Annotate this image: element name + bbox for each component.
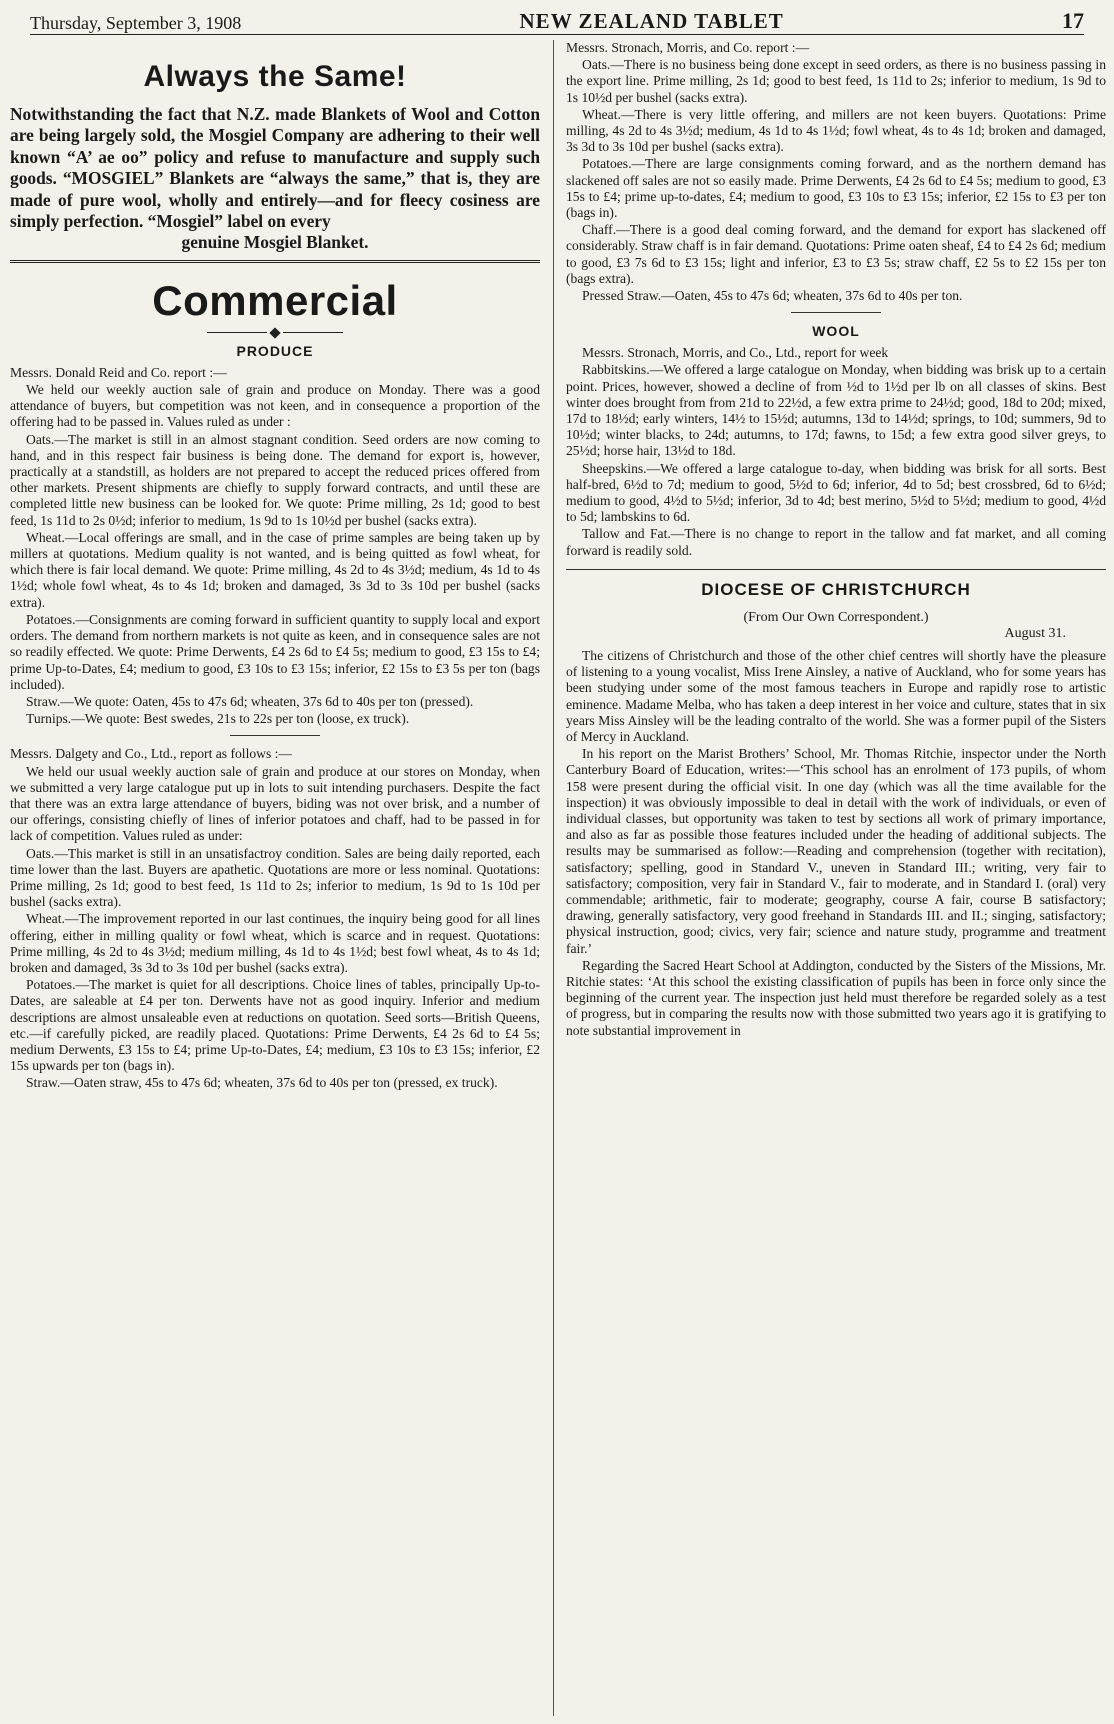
diocese-heading: DIOCESE OF CHRISTCHURCH: [701, 579, 971, 599]
ornament-rule: [10, 329, 540, 337]
left-column: [10, 40, 540, 1718]
diocese-paragraph: In his report on the Marist Brothers’ School, Mr. Thomas Ritchie, inspector under the North Canterbury Board of Education, writes:—‘This school has an enrolment of 173 pupils, of whom 158 were present during the official visit. In one day (which was all the time available for the inspection) it was obviously impossible to deal in detail with the work of individuals, or even of individual classes, but opportunity was taken to test by sections all work of primary importance, and also as far as possible those features included under the heading of additional subjects. The results may be summarised as follow:—Reading and comprehension (together with recitation), satisfactory; spelling, good in Standard V., uneven in Standard III.; writing, very fair to satisfactory; composition, very fair in Standard V., fair to moderate, and in Standard I. (oral) very commendable; arithmetic, fair to moderate; geography, course A fair, course B satisfactory; drawing, generally satisfactory, very good freehand in Standards III. and II.; singing, satisfactory; physical instruction, good; civics, very fair; science and nature study, programme and treatment fair.’: [566, 746, 1106, 956]
dalgety-paragraph: We held our usual weekly auction sale of grain and produce at our stores on Monday, when we submitted a very large catalogue put up in lots to suit intending purchasers. Despite the fact that there was an extra large attendance of buyers, biding was not over brisk, and a number of our offerings, consisting chiefly of lines of inferior potatoes and chaff, had to be passed in for lack of competition. Values ruled as under:: [10, 763, 540, 844]
header-date: Thursday, September 3, 1908: [30, 13, 242, 33]
reid-wheat: Wheat.—Local offerings are small, and in the case of prime samples are being taken up by millers at quotations. Medium quality is not wanted, and is being quitted as fowl wheat, for which there is fair local demand. We quote: Prime milling, 4s 2d to 4s 3½d; medium, 4s 1d to 4s 1½d; whole fowl wheat, 4s to 4s 1d; broken and damaged, 3s 3d to 3s 10d per bushel (sacks extra).: [10, 529, 540, 610]
page-header: [30, 10, 1084, 35]
reid-oats: Oats.—The market is still in an almost stagnant condition. Seed orders are now coming to hand, and in this respect fair business is being done. The demand for export is, however, practically at a standstill, as holders are not prepared to accept the reduced prices offered from other markets. Present shipments are chiefly to supply forward contracts, and until these are completed little new business can be looked for. We quote: Prime milling, 2s 1d; good to best feed, 1s 11d to 2s 0½d; inferior to medium, 1s 9d to 1s 10½d per bushel (sacks extra).: [10, 431, 540, 528]
stronach-oats: Oats.—There is no business being done except in seed orders, as there is no business passing in the export line. Prime milling, 2s 1d; good to best feed, 1s 11d to 2s; inferior to medium, 1s 9d to 1s 10½d per bushel (sacks extra).: [566, 57, 1106, 105]
reid-intro: Messrs. Donald Reid and Co. report :—: [10, 364, 227, 380]
reid-turnips: Turnips.—We quote: Best swedes, 21s to 22s per ton (loose, ex truck).: [26, 711, 410, 727]
dalgety-straw: Straw.—Oaten straw, 45s to 47s 6d; wheaten, 37s 6d to 40s per ton (pressed, ex truck).: [26, 1075, 498, 1091]
dalgety-potatoes: Potatoes.—The market is quiet for all descriptions. Choice lines of tables, principally Up-to-Dates, are saleable at £4 per ton. Derwents have not as good inquiry. Inferior and medium descriptions are almost unsaleable even at reductions on quotation. Seed sorts—British Queens, etc.—if carefully picked, are readily placed. Quotations: Prime Derwents, £4 2s 6d to £4 5s; medium Derwents, £3 15s to £4; prime Up-to-Dates, £4; medium, £3 10s to £3 15s; inferior, £2 15s upwards per ton (bags in).: [10, 977, 540, 1074]
wool-tallow: Tallow and Fat.—There is no change to report in the tallow and fat market, and all coming forward is readily sold.: [566, 526, 1106, 558]
stronach-potatoes: Potatoes.—There are large consignments coming forward, and as the northern demand has slackened off sales are not so easily made. Prime Derwents, £4 2s 6d to £4 5s; medium to good, £3 15s to £4; prime up-to-dates, £4; medium to good, £3 10s to £3 15s; inferior, £2 15s to £3 per ton (bags in).: [566, 156, 1106, 221]
reid-straw: Straw.—We quote: Oaten, 45s to 47s 6d; wheaten, 37s 6d to 40s per ton (pressed).: [26, 693, 474, 709]
wool-rabbitskins: Rabbitskins.—We offered a large catalogue on Monday, when bidding was brisk up to a certain point. Prices, however, showed a decline of from ½d to 1½d per lb on all classes of skins. Best winter does brought from from 21d to 22½d, a few extra prime to 24½d; good, 18d to 20d; mixed, 17d to 18½d; early winters, 14½ to 15½d; autumns, 13d to 14½d; springs, to 10d; summers, 9d to 10½d; winter blacks, to 24d; autumns, to 17d; fawns, to 15d; a few extra good silver greys, to 25½d; horse hair, 13½d to 18d.: [566, 362, 1106, 459]
stronach-wheat: Wheat.—There is very little offering, and millers are not keen buyers. Quotations: Prime milling, 4s 2d to 4s 3½d; medium, 4s 1d to 4s 1½d; fowl wheat, 4s to 4s 1d; broken and damaged, 3s 3d to 3s 10d per bushel (sacks extra).: [566, 106, 1106, 155]
advert-title: Always the Same!: [143, 60, 407, 93]
produce-heading: PRODUCE: [236, 342, 314, 359]
stronach-intro: Messrs. Stronach, Morris, and Co. report :—: [566, 40, 810, 55]
page-number: 17: [1061, 8, 1084, 33]
diocese-paragraph: The citizens of Christchurch and those of the other chief centres will shortly have the pleasure of listening to a young vocalist, Miss Irene Ainsley, a native of Auckland, who for some years has been studying under some of the most famous teachers in Europe and rapidly rose to artistic eminence. Madame Melba, who has taken a deep interest in her voice and culture, states that in six years Miss Ainsley will be the leading contralto of the world. She was a former pupil of the Sisters of Mercy in Auckland.: [566, 647, 1106, 744]
dateline: August 31.: [1004, 625, 1066, 641]
stronach-pressed-straw: Pressed Straw.—Oaten, 45s to 47s 6d; wheaten, 37s 6d to 40s per ton.: [582, 288, 963, 304]
section-divider: [791, 312, 881, 313]
advert-body: Notwithstanding the fact that N.Z. made Blankets of Wool and Cotton are being largely sold, the Mosgiel Company are adhering to their well known “A’ ae oo” policy and refuse to manufacture and supply such goods. “MOSGIEL” Blankets are “always the same,” that is, they are made of pure wool, wholly and entirely—and for fleecy cosiness are simply perfection. “Mosgiel” label on every: [10, 104, 540, 232]
dalgety-oats: Oats.—This market is still in an unsatisfactroy condition. Sales are being daily reported, each time lower than the last. Buyers are apathetic. Quotations are more or less nominal. Quotations: Prime milling, 2s 1d; good to best feed, 1s 11d to 2s; inferior to medium, 1s 9d to 1s 10d per bushel (sacks extra).: [10, 845, 540, 910]
masthead: NEW ZEALAND TABLET: [519, 9, 784, 33]
section-divider: [230, 735, 320, 736]
section-title-commercial: Commercial: [152, 276, 398, 324]
dalgety-intro: Messrs. Dalgety and Co., Ltd., report as follows :—: [10, 746, 293, 762]
correspondent-line: (From Our Own Correspondent.): [743, 609, 929, 625]
reid-paragraph: We held our weekly auction sale of grain and produce on Monday. There was a good attendance of buyers, but competition was not keen, and in consequence a proportion of the offering had to be passed in. Values ruled as under :: [10, 382, 540, 430]
right-column: [566, 40, 1106, 1718]
dalgety-wheat: Wheat.—The improvement reported in our last continues, the inquiry being good for all lines offering, either in milling quality or fowl wheat, which is scarce and in request. Quotations: Prime milling, 4s 2d to 4s 3½d; medium milling, 4s 1d to 4s 1½d; best fowl wheat, 4s to 4s 1d; broken and damaged, 3s 3d to 3s 10d per bushel (sacks extra).: [10, 911, 540, 975]
column-rule: [553, 40, 554, 1716]
mosgiel-advertisement: [10, 40, 540, 263]
stronach-chaff: Chaff.—There is a good deal coming forward, and the demand for export has slackened off considerably. Straw chaff is in fair demand. Quotations: Prime oaten sheaf, £4 to £4 2s 6d; medium to good, £3 7s 6d to £3 15s; light and inferior, £3 to £3 5s; straw chaff, £2 5s to £2 15s per ton (bags extra).: [566, 222, 1106, 286]
wool-intro: Messrs. Stronach, Morris, and Co., Ltd., report for week: [582, 345, 889, 361]
advert-last-line: genuine Mosgiel Blanket.: [181, 232, 369, 253]
diamond-ornament-icon: [269, 327, 280, 338]
wool-heading: WOOL: [812, 323, 860, 340]
wool-sheepskins: Sheepskins.—We offered a large catalogue to-day, when bidding was brisk for all sorts. Best half-bred, 6½d to 7d; medium to good, 5½d to 6d; inferior, 4d to 5d; best crossbred, 6d to 6½d; medium to good, 4½d to 5½d; inferior, 3d to 4d; best merino, 5½d to 5½d; medium to good, 4½d to 5d; lambskins to 6d.: [566, 460, 1106, 525]
reid-potatoes: Potatoes.—Consignments are coming forward in sufficient quantity to supply local and export orders. The demand from northern markets is not quite as keen, and in consequence sales are not so readily effected. We quote: Prime Derwents, £4 2s 6d to £4 5s; medium to good, £3 15s to £4; prime Up-to-Dates, £4; medium to good, £3 10s to £3 15s; inferior, £2 15s to £3 5s per ton (bags included).: [10, 611, 540, 692]
section-divider: [566, 569, 1106, 570]
diocese-paragraph: Regarding the Sacred Heart School at Addington, conducted by the Sisters of the Missions, Mr. Ritchie states: ‘At this school the existing classification of pupils has been in force only since the beginning of the current year. The inspection just held must therefore be regarded solely as a test of progress, but in comparing the results now with those submitted two years ago it is gratifying to note substantial improvement in: [566, 957, 1106, 1038]
